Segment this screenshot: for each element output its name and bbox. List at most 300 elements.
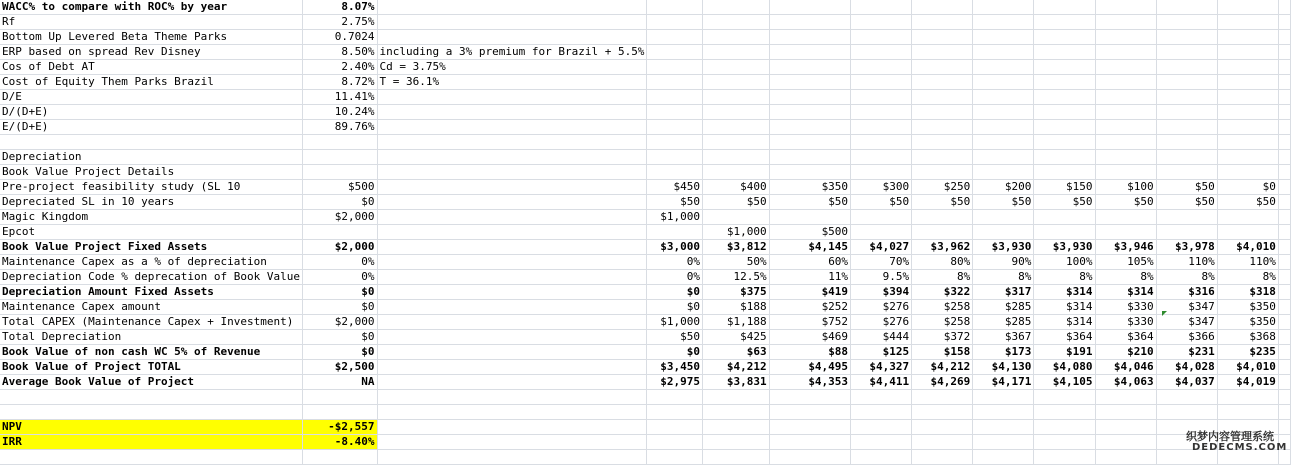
cell[interactable] — [851, 0, 912, 15]
cell[interactable] — [702, 45, 769, 60]
cell[interactable] — [769, 390, 850, 405]
value-cell[interactable]: $4,130 — [973, 360, 1034, 375]
cell[interactable] — [1217, 120, 1278, 135]
cell[interactable] — [1034, 90, 1095, 105]
cell[interactable] — [647, 165, 703, 180]
cell[interactable] — [1217, 15, 1278, 30]
cell[interactable] — [1278, 180, 1290, 195]
cell[interactable] — [702, 15, 769, 30]
value-cell[interactable]: $250 — [912, 180, 973, 195]
value-cell[interactable]: $4,028 — [1156, 360, 1217, 375]
cell[interactable] — [1034, 450, 1095, 465]
value-cell[interactable] — [912, 210, 973, 225]
value-cell[interactable]: $500 — [769, 225, 850, 240]
value-cell[interactable]: $0 — [647, 345, 703, 360]
cell[interactable] — [973, 15, 1034, 30]
cell[interactable] — [1034, 15, 1095, 30]
value-cell[interactable]: $4,046 — [1095, 360, 1156, 375]
cell[interactable] — [1034, 60, 1095, 75]
cell[interactable] — [647, 15, 703, 30]
value-cell[interactable] — [769, 210, 850, 225]
cell[interactable] — [303, 450, 378, 465]
value-cell[interactable]: $50 — [1217, 195, 1278, 210]
npv-label[interactable]: NPV — [0, 420, 303, 435]
cell[interactable] — [912, 60, 973, 75]
row-note[interactable] — [377, 105, 647, 120]
cell[interactable] — [1095, 30, 1156, 45]
cell[interactable] — [912, 390, 973, 405]
row-note[interactable] — [377, 30, 647, 45]
value-cell[interactable]: $0 — [303, 300, 378, 315]
value-cell[interactable]: $200 — [973, 180, 1034, 195]
cell[interactable] — [647, 60, 703, 75]
cell[interactable] — [1217, 150, 1278, 165]
value-cell[interactable]: $318 — [1217, 285, 1278, 300]
value-cell[interactable]: $1,000 — [702, 225, 769, 240]
cell[interactable] — [973, 45, 1034, 60]
cell[interactable] — [973, 30, 1034, 45]
cell[interactable] — [377, 195, 647, 210]
cell[interactable] — [769, 105, 850, 120]
cell[interactable] — [377, 150, 647, 165]
value-cell[interactable]: $50 — [1034, 195, 1095, 210]
cell[interactable] — [377, 315, 647, 330]
value-cell[interactable]: $276 — [851, 315, 912, 330]
cell[interactable] — [377, 405, 647, 420]
cell[interactable] — [851, 30, 912, 45]
irr-value[interactable]: -8.40% — [303, 435, 378, 450]
cell[interactable] — [769, 75, 850, 90]
value-cell[interactable]: $4,145 — [769, 240, 850, 255]
value-cell[interactable]: $50 — [912, 195, 973, 210]
value-cell[interactable]: $3,946 — [1095, 240, 1156, 255]
cell[interactable] — [702, 105, 769, 120]
cell[interactable] — [1278, 330, 1290, 345]
cell[interactable] — [647, 105, 703, 120]
cell[interactable] — [769, 120, 850, 135]
value-cell[interactable]: $752 — [769, 315, 850, 330]
value-cell[interactable]: $350 — [1217, 300, 1278, 315]
cell[interactable] — [851, 165, 912, 180]
cell[interactable] — [1156, 165, 1217, 180]
value-cell[interactable]: $4,353 — [769, 375, 850, 390]
row-label[interactable]: Magic Kingdom — [0, 210, 303, 225]
value-cell[interactable]: 0% — [647, 270, 703, 285]
cell[interactable] — [1095, 45, 1156, 60]
cell[interactable] — [769, 15, 850, 30]
row-label[interactable]: Book Value of non cash WC 5% of Revenue — [0, 345, 303, 360]
cell[interactable] — [1278, 255, 1290, 270]
cell[interactable] — [377, 300, 647, 315]
cell[interactable] — [1278, 150, 1290, 165]
cell[interactable] — [702, 75, 769, 90]
cell[interactable] — [769, 450, 850, 465]
value-cell[interactable]: $150 — [1034, 180, 1095, 195]
cell[interactable] — [1217, 60, 1278, 75]
cell[interactable] — [702, 135, 769, 150]
value-cell[interactable]: 110% — [1156, 255, 1217, 270]
value-cell[interactable]: $4,063 — [1095, 375, 1156, 390]
value-cell[interactable]: $314 — [1095, 285, 1156, 300]
value-cell[interactable]: $3,978 — [1156, 240, 1217, 255]
cell[interactable] — [702, 390, 769, 405]
cell[interactable] — [912, 45, 973, 60]
cell[interactable] — [702, 435, 769, 450]
value-cell[interactable]: $450 — [647, 180, 703, 195]
cell[interactable] — [0, 135, 303, 150]
value-cell[interactable] — [1217, 225, 1278, 240]
cell[interactable] — [912, 0, 973, 15]
value-cell[interactable]: $300 — [851, 180, 912, 195]
value-cell[interactable]: 11% — [769, 270, 850, 285]
cell[interactable] — [912, 90, 973, 105]
cell[interactable] — [1095, 150, 1156, 165]
value-cell[interactable]: $375 — [702, 285, 769, 300]
cell[interactable] — [769, 60, 850, 75]
value-cell[interactable]: 50% — [702, 255, 769, 270]
cell[interactable] — [1156, 135, 1217, 150]
cell[interactable] — [702, 405, 769, 420]
value-cell[interactable]: $258 — [912, 315, 973, 330]
row-note[interactable] — [377, 15, 647, 30]
cell[interactable] — [1156, 120, 1217, 135]
cell[interactable] — [1095, 75, 1156, 90]
value-cell[interactable]: $88 — [769, 345, 850, 360]
value-cell[interactable]: 8% — [1156, 270, 1217, 285]
cell[interactable] — [1278, 75, 1290, 90]
value-cell[interactable] — [1095, 225, 1156, 240]
cell[interactable] — [1278, 60, 1290, 75]
cell[interactable] — [769, 45, 850, 60]
cell[interactable] — [1278, 225, 1290, 240]
cell[interactable] — [851, 90, 912, 105]
row-value[interactable]: 8.72% — [303, 75, 378, 90]
value-cell[interactable]: 80% — [912, 255, 973, 270]
value-cell[interactable] — [1156, 210, 1217, 225]
cell[interactable] — [702, 150, 769, 165]
section-book-value-details[interactable]: Book Value Project Details — [0, 165, 303, 180]
cell[interactable] — [647, 150, 703, 165]
npv-value[interactable]: -$2,557 — [303, 420, 378, 435]
row-label[interactable]: Maintenance Capex as a % of depreciation — [0, 255, 303, 270]
cell[interactable] — [647, 405, 703, 420]
cell[interactable] — [377, 420, 647, 435]
value-cell[interactable] — [912, 225, 973, 240]
cell[interactable] — [851, 75, 912, 90]
row-label[interactable]: E/(D+E) — [0, 120, 303, 135]
value-cell[interactable]: $425 — [702, 330, 769, 345]
cell[interactable] — [1278, 390, 1290, 405]
cell[interactable] — [1156, 390, 1217, 405]
value-cell[interactable]: $158 — [912, 345, 973, 360]
cell[interactable] — [973, 435, 1034, 450]
cell[interactable] — [1034, 45, 1095, 60]
section-depreciation[interactable]: Depreciation — [0, 150, 303, 165]
value-cell[interactable]: $63 — [702, 345, 769, 360]
cell[interactable] — [702, 450, 769, 465]
cell[interactable] — [1278, 30, 1290, 45]
value-cell[interactable]: $469 — [769, 330, 850, 345]
value-cell[interactable] — [851, 225, 912, 240]
cell[interactable] — [1034, 105, 1095, 120]
cell[interactable] — [912, 135, 973, 150]
cell[interactable] — [851, 120, 912, 135]
row-label[interactable]: Average Book Value of Project — [0, 375, 303, 390]
cell[interactable] — [702, 60, 769, 75]
value-cell[interactable]: 105% — [1095, 255, 1156, 270]
cell[interactable] — [1156, 0, 1217, 15]
cell[interactable] — [1095, 405, 1156, 420]
value-cell[interactable]: $4,080 — [1034, 360, 1095, 375]
value-cell[interactable] — [1095, 210, 1156, 225]
value-cell[interactable]: $4,019 — [1217, 375, 1278, 390]
cell[interactable] — [1278, 105, 1290, 120]
cell[interactable] — [912, 75, 973, 90]
row-label[interactable]: Cost of Equity Them Parks Brazil — [0, 75, 303, 90]
cell[interactable] — [1034, 30, 1095, 45]
cell[interactable] — [851, 150, 912, 165]
cell[interactable] — [769, 0, 850, 15]
value-cell[interactable]: $0 — [303, 345, 378, 360]
row-value[interactable]: 2.40% — [303, 60, 378, 75]
value-cell[interactable]: $330 — [1095, 315, 1156, 330]
value-cell[interactable]: $4,037 — [1156, 375, 1217, 390]
row-label[interactable]: WACC% to compare with ROC% by year — [0, 0, 303, 15]
value-cell[interactable]: 9.5% — [851, 270, 912, 285]
cell[interactable] — [769, 30, 850, 45]
cell[interactable] — [702, 165, 769, 180]
cell[interactable] — [1278, 165, 1290, 180]
cell[interactable] — [702, 30, 769, 45]
cell[interactable] — [912, 165, 973, 180]
value-cell[interactable]: $100 — [1095, 180, 1156, 195]
cell[interactable] — [973, 150, 1034, 165]
cell[interactable] — [377, 450, 647, 465]
value-cell[interactable]: $0 — [303, 195, 378, 210]
cell[interactable] — [912, 420, 973, 435]
value-cell[interactable]: $252 — [769, 300, 850, 315]
value-cell[interactable]: $50 — [769, 195, 850, 210]
row-note[interactable]: Cd = 3.75% — [377, 60, 647, 75]
value-cell[interactable]: $276 — [851, 300, 912, 315]
value-cell[interactable]: $50 — [1156, 180, 1217, 195]
cell[interactable] — [769, 90, 850, 105]
value-cell[interactable]: 100% — [1034, 255, 1095, 270]
cell[interactable] — [1278, 195, 1290, 210]
value-cell[interactable]: $394 — [851, 285, 912, 300]
row-note[interactable] — [377, 120, 647, 135]
cell[interactable] — [1095, 90, 1156, 105]
cell[interactable] — [1278, 285, 1290, 300]
cell[interactable] — [377, 390, 647, 405]
cell[interactable] — [647, 45, 703, 60]
cell[interactable] — [377, 210, 647, 225]
value-cell[interactable]: $0 — [647, 300, 703, 315]
cell[interactable] — [1156, 45, 1217, 60]
cell[interactable] — [912, 30, 973, 45]
value-cell[interactable] — [702, 210, 769, 225]
cell[interactable] — [1156, 30, 1217, 45]
cell[interactable] — [377, 255, 647, 270]
cell[interactable] — [1156, 90, 1217, 105]
cell[interactable] — [1278, 375, 1290, 390]
value-cell[interactable]: $3,000 — [647, 240, 703, 255]
value-cell[interactable]: 8% — [1095, 270, 1156, 285]
value-cell[interactable]: $347 — [1156, 300, 1217, 315]
cell[interactable] — [1278, 300, 1290, 315]
value-cell[interactable]: $1,000 — [647, 210, 703, 225]
value-cell[interactable]: $0 — [303, 330, 378, 345]
cell[interactable] — [1034, 420, 1095, 435]
cell[interactable] — [912, 105, 973, 120]
value-cell[interactable]: $314 — [1034, 285, 1095, 300]
cell[interactable] — [1278, 15, 1290, 30]
value-cell[interactable]: $350 — [1217, 315, 1278, 330]
cell[interactable] — [912, 15, 973, 30]
cell[interactable] — [303, 165, 378, 180]
cell[interactable] — [851, 15, 912, 30]
cell[interactable] — [1095, 165, 1156, 180]
value-cell[interactable]: $330 — [1095, 300, 1156, 315]
cell[interactable] — [1278, 240, 1290, 255]
cell[interactable] — [912, 435, 973, 450]
value-cell[interactable]: NA — [303, 375, 378, 390]
cell[interactable] — [769, 420, 850, 435]
value-cell[interactable]: $173 — [973, 345, 1034, 360]
cell[interactable] — [0, 450, 303, 465]
cell[interactable] — [1278, 405, 1290, 420]
cell[interactable] — [1034, 390, 1095, 405]
cell[interactable] — [1217, 90, 1278, 105]
value-cell[interactable]: $285 — [973, 315, 1034, 330]
row-value[interactable]: 2.75% — [303, 15, 378, 30]
value-cell[interactable]: $314 — [1034, 315, 1095, 330]
row-label[interactable]: Maintenance Capex amount — [0, 300, 303, 315]
cell[interactable] — [303, 150, 378, 165]
value-cell[interactable]: $1,000 — [647, 315, 703, 330]
value-cell[interactable]: $1,188 — [702, 315, 769, 330]
value-cell[interactable]: $2,000 — [303, 210, 378, 225]
value-cell[interactable]: $3,450 — [647, 360, 703, 375]
value-cell[interactable]: $0 — [647, 285, 703, 300]
value-cell[interactable]: $4,495 — [769, 360, 850, 375]
row-note[interactable]: T = 36.1% — [377, 75, 647, 90]
value-cell[interactable] — [647, 225, 703, 240]
row-note[interactable] — [377, 90, 647, 105]
value-cell[interactable]: $231 — [1156, 345, 1217, 360]
cell[interactable] — [1217, 75, 1278, 90]
cell[interactable] — [912, 405, 973, 420]
cell[interactable] — [973, 60, 1034, 75]
row-label[interactable]: Epcot — [0, 225, 303, 240]
cell[interactable] — [1278, 345, 1290, 360]
value-cell[interactable]: $314 — [1034, 300, 1095, 315]
cell[interactable] — [1095, 0, 1156, 15]
cell[interactable] — [1034, 405, 1095, 420]
cell[interactable] — [1278, 120, 1290, 135]
row-label[interactable]: Book Value Project Fixed Assets — [0, 240, 303, 255]
value-cell[interactable] — [973, 225, 1034, 240]
row-label[interactable]: Depreciated SL in 10 years — [0, 195, 303, 210]
value-cell[interactable]: $3,962 — [912, 240, 973, 255]
cell[interactable] — [1095, 135, 1156, 150]
cell[interactable] — [647, 390, 703, 405]
value-cell[interactable]: 110% — [1217, 255, 1278, 270]
row-label[interactable]: D/(D+E) — [0, 105, 303, 120]
cell[interactable] — [912, 120, 973, 135]
value-cell[interactable]: $4,027 — [851, 240, 912, 255]
cell[interactable] — [702, 0, 769, 15]
cell[interactable] — [377, 435, 647, 450]
cell[interactable] — [769, 135, 850, 150]
cell[interactable] — [1156, 405, 1217, 420]
cell[interactable] — [1034, 0, 1095, 15]
value-cell[interactable]: $3,930 — [973, 240, 1034, 255]
cell[interactable] — [973, 420, 1034, 435]
cell[interactable] — [377, 180, 647, 195]
cell[interactable] — [851, 135, 912, 150]
value-cell[interactable]: $419 — [769, 285, 850, 300]
row-label[interactable]: Total Depreciation — [0, 330, 303, 345]
value-cell[interactable]: 0% — [303, 270, 378, 285]
value-cell[interactable]: 70% — [851, 255, 912, 270]
cell[interactable] — [702, 90, 769, 105]
value-cell[interactable]: $2,000 — [303, 315, 378, 330]
cell[interactable] — [1217, 45, 1278, 60]
cell[interactable] — [1095, 420, 1156, 435]
value-cell[interactable]: $350 — [769, 180, 850, 195]
value-cell[interactable]: $50 — [647, 195, 703, 210]
value-cell[interactable]: $258 — [912, 300, 973, 315]
cell[interactable] — [973, 405, 1034, 420]
row-note[interactable] — [377, 0, 647, 15]
value-cell[interactable]: $235 — [1217, 345, 1278, 360]
value-cell[interactable]: $364 — [1095, 330, 1156, 345]
cell[interactable] — [1095, 390, 1156, 405]
value-cell[interactable]: $316 — [1156, 285, 1217, 300]
cell[interactable] — [377, 330, 647, 345]
cell[interactable] — [973, 450, 1034, 465]
value-cell[interactable]: $4,269 — [912, 375, 973, 390]
value-cell[interactable]: $3,831 — [702, 375, 769, 390]
value-cell[interactable]: $125 — [851, 345, 912, 360]
cell[interactable] — [973, 135, 1034, 150]
cell[interactable] — [647, 420, 703, 435]
value-cell[interactable] — [303, 225, 378, 240]
value-cell[interactable]: 8% — [1217, 270, 1278, 285]
cell[interactable] — [1156, 150, 1217, 165]
cell[interactable] — [1095, 450, 1156, 465]
cell[interactable] — [1095, 105, 1156, 120]
value-cell[interactable]: $322 — [912, 285, 973, 300]
value-cell[interactable]: $285 — [973, 300, 1034, 315]
comment-indicator[interactable] — [1162, 311, 1167, 316]
value-cell[interactable]: $372 — [912, 330, 973, 345]
cell[interactable] — [647, 90, 703, 105]
cell[interactable] — [973, 105, 1034, 120]
value-cell[interactable]: $50 — [1095, 195, 1156, 210]
row-label[interactable]: D/E — [0, 90, 303, 105]
value-cell[interactable]: $2,975 — [647, 375, 703, 390]
value-cell[interactable]: $400 — [702, 180, 769, 195]
cell[interactable] — [851, 405, 912, 420]
cell[interactable] — [377, 225, 647, 240]
cell[interactable] — [377, 345, 647, 360]
value-cell[interactable]: 60% — [769, 255, 850, 270]
row-value[interactable]: 8.07% — [303, 0, 378, 15]
value-cell[interactable] — [1034, 225, 1095, 240]
cell[interactable] — [769, 165, 850, 180]
